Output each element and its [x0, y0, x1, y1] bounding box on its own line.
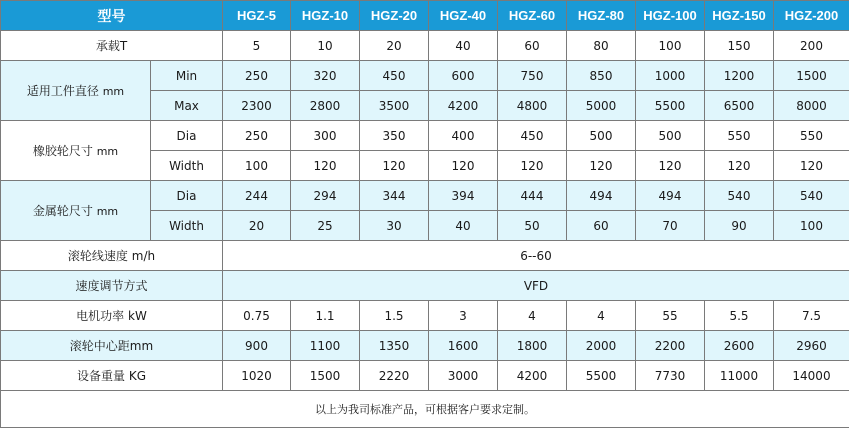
- metal-dia-cell: 540: [705, 181, 774, 211]
- rubber-wheel-label: [1, 121, 151, 181]
- rubber-width-cell: 120: [498, 151, 567, 181]
- model-header-cell: HGZ-5: [223, 1, 291, 31]
- rubber-width-label: Width: [151, 151, 223, 181]
- rubber-dia-cell: 300: [291, 121, 360, 151]
- metal-width-cell: 50: [498, 211, 567, 241]
- metal-width-label: Width: [151, 211, 223, 241]
- workpiece-min-cell: 750: [498, 61, 567, 91]
- rubber-dia-cell: 550: [705, 121, 774, 151]
- metal-dia-label: Dia: [151, 181, 223, 211]
- rubber-dia-cell: 450: [498, 121, 567, 151]
- center-distance-cell: 2960: [774, 331, 849, 361]
- rubber-width-cell: 120: [291, 151, 360, 181]
- workpiece-min-row: [1, 61, 849, 91]
- capacity-cell: 60: [498, 31, 567, 61]
- metal-wheel-text: 金属轮尺寸: [33, 204, 93, 218]
- weight-cell: 1020: [223, 361, 291, 391]
- center-distance-cell: 1600: [429, 331, 498, 361]
- capacity-cell: 100: [636, 31, 705, 61]
- rubber-width-cell: 120: [429, 151, 498, 181]
- center-distance-cell: 1350: [360, 331, 429, 361]
- metal-dia-cell: 294: [291, 181, 360, 211]
- motor-power-cell: 5.5: [705, 301, 774, 331]
- workpiece-min-cell: 1500: [774, 61, 849, 91]
- roller-speed-row: [1, 241, 849, 271]
- capacity-cell: 5: [223, 31, 291, 61]
- center-distance-cell: 1800: [498, 331, 567, 361]
- motor-power-cell: 1.5: [360, 301, 429, 331]
- footer-note: 以上为我司标准产品，可根据客户要求定制。: [1, 391, 849, 428]
- workpiece-max-cell: 5500: [636, 91, 705, 121]
- rubber-dia-cell: 350: [360, 121, 429, 151]
- workpiece-max-cell: 4800: [498, 91, 567, 121]
- workpiece-min-cell: 320: [291, 61, 360, 91]
- rubber-dia-cell: 500: [567, 121, 636, 151]
- model-header-cell: HGZ-200: [774, 1, 849, 31]
- weight-cell: 3000: [429, 361, 498, 391]
- workpiece-max-cell: 6500: [705, 91, 774, 121]
- rubber-wheel-text: 橡胶轮尺寸: [33, 144, 93, 158]
- capacity-label: 承载T: [1, 31, 223, 61]
- motor-power-text: 电机功率: [76, 309, 124, 323]
- capacity-cell: 40: [429, 31, 498, 61]
- capacity-cell: 80: [567, 31, 636, 61]
- capacity-cell: 20: [360, 31, 429, 61]
- weight-label: [1, 361, 223, 391]
- workpiece-diameter-text: 适用工件直径: [27, 84, 99, 98]
- rubber-dia-label: Dia: [151, 121, 223, 151]
- motor-power-label: [1, 301, 223, 331]
- workpiece-min-label: Min: [151, 61, 223, 91]
- metal-width-cell: 90: [705, 211, 774, 241]
- workpiece-min-cell: 1200: [705, 61, 774, 91]
- rubber-dia-cell: 550: [774, 121, 849, 151]
- metal-width-cell: 60: [567, 211, 636, 241]
- metal-dia-cell: 394: [429, 181, 498, 211]
- roller-speed-value: 6--60: [223, 241, 849, 271]
- motor-power-cell: 4: [498, 301, 567, 331]
- rubber-dia-cell: 400: [429, 121, 498, 151]
- model-header-cell: HGZ-20: [360, 1, 429, 31]
- rubber-width-cell: 120: [705, 151, 774, 181]
- metal-width-cell: 20: [223, 211, 291, 241]
- weight-cell: 5500: [567, 361, 636, 391]
- weight-text: 设备重量: [77, 369, 125, 383]
- roller-speed-text: 滚轮线速度: [68, 249, 128, 263]
- rubber-dia-cell: 250: [223, 121, 291, 151]
- weight-cell: 14000: [774, 361, 849, 391]
- workpiece-min-cell: 600: [429, 61, 498, 91]
- metal-dia-cell: 244: [223, 181, 291, 211]
- roller-speed-label: [1, 241, 223, 271]
- metal-wheel-unit: mm: [97, 205, 118, 218]
- motor-power-unit: kW: [128, 309, 147, 323]
- motor-power-cell: 3: [429, 301, 498, 331]
- rubber-dia-cell: 500: [636, 121, 705, 151]
- weight-cell: 11000: [705, 361, 774, 391]
- rubber-dia-row: [1, 121, 849, 151]
- metal-width-cell: 25: [291, 211, 360, 241]
- rubber-width-cell: 120: [636, 151, 705, 181]
- model-header-cell: HGZ-80: [567, 1, 636, 31]
- model-header-cell: HGZ-10: [291, 1, 360, 31]
- weight-row: [1, 361, 849, 391]
- rubber-wheel-unit: mm: [97, 145, 118, 158]
- motor-power-cell: 1.1: [291, 301, 360, 331]
- motor-power-row: [1, 301, 849, 331]
- center-distance-cell: 2600: [705, 331, 774, 361]
- model-header-cell: HGZ-150: [705, 1, 774, 31]
- metal-wheel-label: [1, 181, 151, 241]
- metal-dia-cell: 444: [498, 181, 567, 211]
- workpiece-max-cell: 5000: [567, 91, 636, 121]
- capacity-row: [1, 31, 849, 61]
- workpiece-min-cell: 450: [360, 61, 429, 91]
- rubber-width-cell: 100: [223, 151, 291, 181]
- workpiece-max-cell: 4200: [429, 91, 498, 121]
- model-header: 型号: [1, 1, 223, 31]
- rubber-width-cell: 120: [567, 151, 636, 181]
- center-distance-row: [1, 331, 849, 361]
- metal-width-cell: 30: [360, 211, 429, 241]
- capacity-cell: 10: [291, 31, 360, 61]
- capacity-cell: 200: [774, 31, 849, 61]
- metal-dia-cell: 540: [774, 181, 849, 211]
- speed-control-label: 速度调节方式: [1, 271, 223, 301]
- model-header-cell: HGZ-60: [498, 1, 567, 31]
- model-header-cell: HGZ-40: [429, 1, 498, 31]
- workpiece-diameter-label: [1, 61, 151, 121]
- weight-unit: KG: [129, 369, 146, 383]
- speed-control-row: [1, 271, 849, 301]
- workpiece-min-cell: 1000: [636, 61, 705, 91]
- weight-cell: 1500: [291, 361, 360, 391]
- workpiece-min-cell: 250: [223, 61, 291, 91]
- motor-power-cell: 4: [567, 301, 636, 331]
- motor-power-cell: 0.75: [223, 301, 291, 331]
- metal-width-cell: 70: [636, 211, 705, 241]
- workpiece-min-cell: 850: [567, 61, 636, 91]
- model-header-cell: HGZ-100: [636, 1, 705, 31]
- metal-dia-cell: 494: [636, 181, 705, 211]
- speed-control-value: VFD: [223, 271, 849, 301]
- motor-power-cell: 55: [636, 301, 705, 331]
- capacity-cell: 150: [705, 31, 774, 61]
- rubber-width-cell: 120: [360, 151, 429, 181]
- metal-width-cell: 40: [429, 211, 498, 241]
- weight-cell: 7730: [636, 361, 705, 391]
- workpiece-max-cell: 8000: [774, 91, 849, 121]
- workpiece-max-cell: 2300: [223, 91, 291, 121]
- weight-cell: 4200: [498, 361, 567, 391]
- roller-speed-unit: m/h: [132, 249, 155, 263]
- center-distance-label: 滚轮中心距mm: [1, 331, 223, 361]
- center-distance-cell: 900: [223, 331, 291, 361]
- metal-dia-row: [1, 181, 849, 211]
- metal-width-cell: 100: [774, 211, 849, 241]
- metal-dia-cell: 344: [360, 181, 429, 211]
- metal-dia-cell: 494: [567, 181, 636, 211]
- center-distance-cell: 2000: [567, 331, 636, 361]
- workpiece-max-cell: 3500: [360, 91, 429, 121]
- center-distance-cell: 1100: [291, 331, 360, 361]
- header-row: [1, 1, 849, 31]
- workpiece-max-label: Max: [151, 91, 223, 121]
- center-distance-cell: 2200: [636, 331, 705, 361]
- rubber-width-cell: 120: [774, 151, 849, 181]
- workpiece-diameter-unit: mm: [103, 85, 124, 98]
- weight-cell: 2220: [360, 361, 429, 391]
- motor-power-cell: 7.5: [774, 301, 849, 331]
- workpiece-max-cell: 2800: [291, 91, 360, 121]
